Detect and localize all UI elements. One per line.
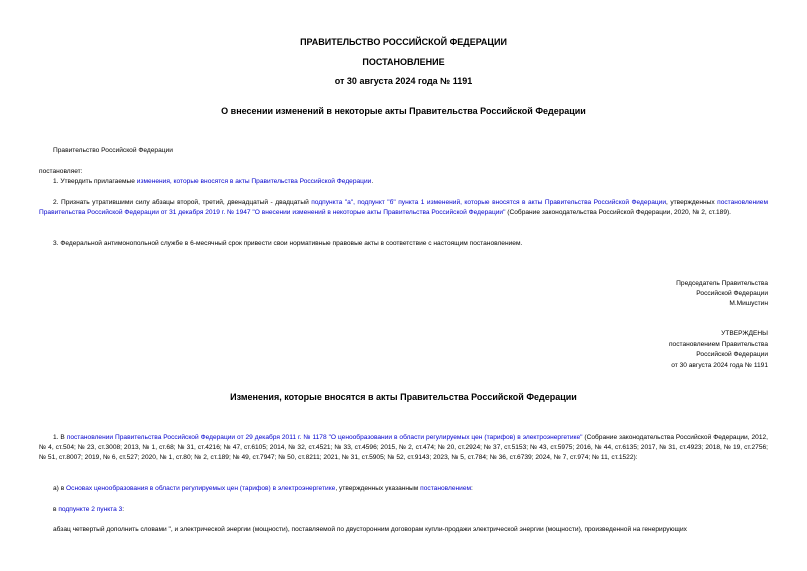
approved-country: Российской Федерации — [696, 351, 768, 358]
sub-a-point-prefix: в — [53, 506, 59, 513]
decree-1947-link[interactable]: постановлением Правительства Российской Федерации от 31 декабря 2019 г. № 1947 "О внесении изменений в некоторые акты Правительства Российской Федерации" — [39, 199, 768, 216]
signature-position: Председатель Правительства — [676, 280, 768, 287]
date-number: от 30 августа 2024 года № 1191 — [334, 76, 473, 86]
p2-part3: (Собрание законодательства Российской Федерации, 2020, № 2, ст.189). — [505, 209, 732, 216]
item1-suffix: (Собрание законодательства Российской Федерации, 2012, № 4, ст.504; № 23, ст.3008; 2013, № 1, ст.68; № 31, ст.4216; № 47, ст.6105; 2014, № 32, ст.4521; № 33, ст.4596; 2015, № 2, ст.474; № 20, ст.2924; № 37, ст.5153; № 43, ст.5975; 2016, № 44, ст.6135; 2017, № 31, ст.4923; 2018, № 19, ст.2756; № 51, ст.8007; 2019, № 6, ст.527; 2020, № 1, ст.80; № 2, ст.189; № 49, ст.7947; № 50, ст.8211; 2021, № 31, ст.5905; № 52, ст.9143; 2023, № 5, ст.784; № 36, ст.6739; 2024, № 7, ст.974; № 11, ст.1522): — [39, 434, 768, 461]
signature-country: Российской Федерации — [696, 290, 768, 297]
p2-part2: , утвержденных — [666, 199, 718, 206]
subpoint-2-link[interactable]: подпункте 2 пункта 3 — [58, 506, 123, 513]
government-heading: ПРАВИТЕЛЬСТВО РОССИЙСКОЙ ФЕДЕРАЦИИ — [300, 37, 507, 47]
decrees-word: постановляет: — [39, 168, 83, 175]
paragraph-2 — [39, 198, 768, 218]
signature-name: М.Мишустин — [729, 300, 768, 307]
paragraph-3: 3. Федеральной антимонопольной службе в 6-месячный срок привести свои нормативные правовые акты в соответствие с настоящим постановлением. — [53, 240, 523, 247]
p2-part1: 2. Признать утратившими силу абзацы второй, третий, двенадцатый - двадцатый — [53, 199, 312, 206]
approved-label: УТВЕРЖДЕНЫ — [721, 330, 768, 337]
changes-title: Изменения, которые вносятся в акты Правительства Российской Федерации — [230, 392, 577, 402]
sub-a — [53, 484, 473, 494]
sub-a-point — [53, 505, 124, 515]
sub-a-middle: , утвержденных указанным — [335, 485, 421, 492]
approved-by: постановлением Правительства — [668, 341, 768, 348]
decree-1178-link[interactable]: постановлении Правительства Российской Федерации от 29 декабря 2011 г. № 1178 "О ценообразовании в области регулируемых цен (тарифов) в электроэнергетике" — [66, 434, 583, 441]
subparagraph-link[interactable]: подпункта "а", подпункт "б" пункта 1 изменений, которые вносятся в акты Правительства Российской Федерации — [311, 199, 667, 206]
p1-suffix: . — [371, 178, 374, 185]
doc-type-heading: ПОСТАНОВЛЕНИЕ — [362, 57, 445, 67]
changes-item-1 — [39, 433, 768, 463]
sub-a-prefix: а) в — [53, 485, 67, 492]
item1-prefix: 1. В — [53, 434, 67, 441]
changes-link[interactable]: изменения, которые вносятся в акты Правительства Российской Федерации — [136, 178, 372, 185]
p1-prefix: 1. Утвердить прилагаемые — [53, 178, 137, 185]
document-title: О внесении изменений в некоторые акты Правительства Российской Федерации — [221, 106, 586, 116]
issuer: Правительство Российской Федерации — [53, 147, 173, 154]
paragraph-1 — [53, 177, 373, 187]
sub-a-suffix: : — [471, 485, 473, 492]
decree-link[interactable]: постановлением — [420, 485, 472, 492]
pricing-basics-link[interactable]: Основах ценообразования в области регулируемых цен (тарифов) в электроэнергетике — [66, 485, 336, 492]
last-paragraph: абзац четвертый дополнить словами ", и электрической энергии (мощности), поставляемой по двусторонним договорам купли-продажи электрической энергии (мощности), произведенной на генерирующих — [53, 526, 687, 533]
approved-date: от 30 августа 2024 года № 1191 — [671, 362, 768, 369]
sub-a-point-suffix: : — [122, 506, 125, 513]
